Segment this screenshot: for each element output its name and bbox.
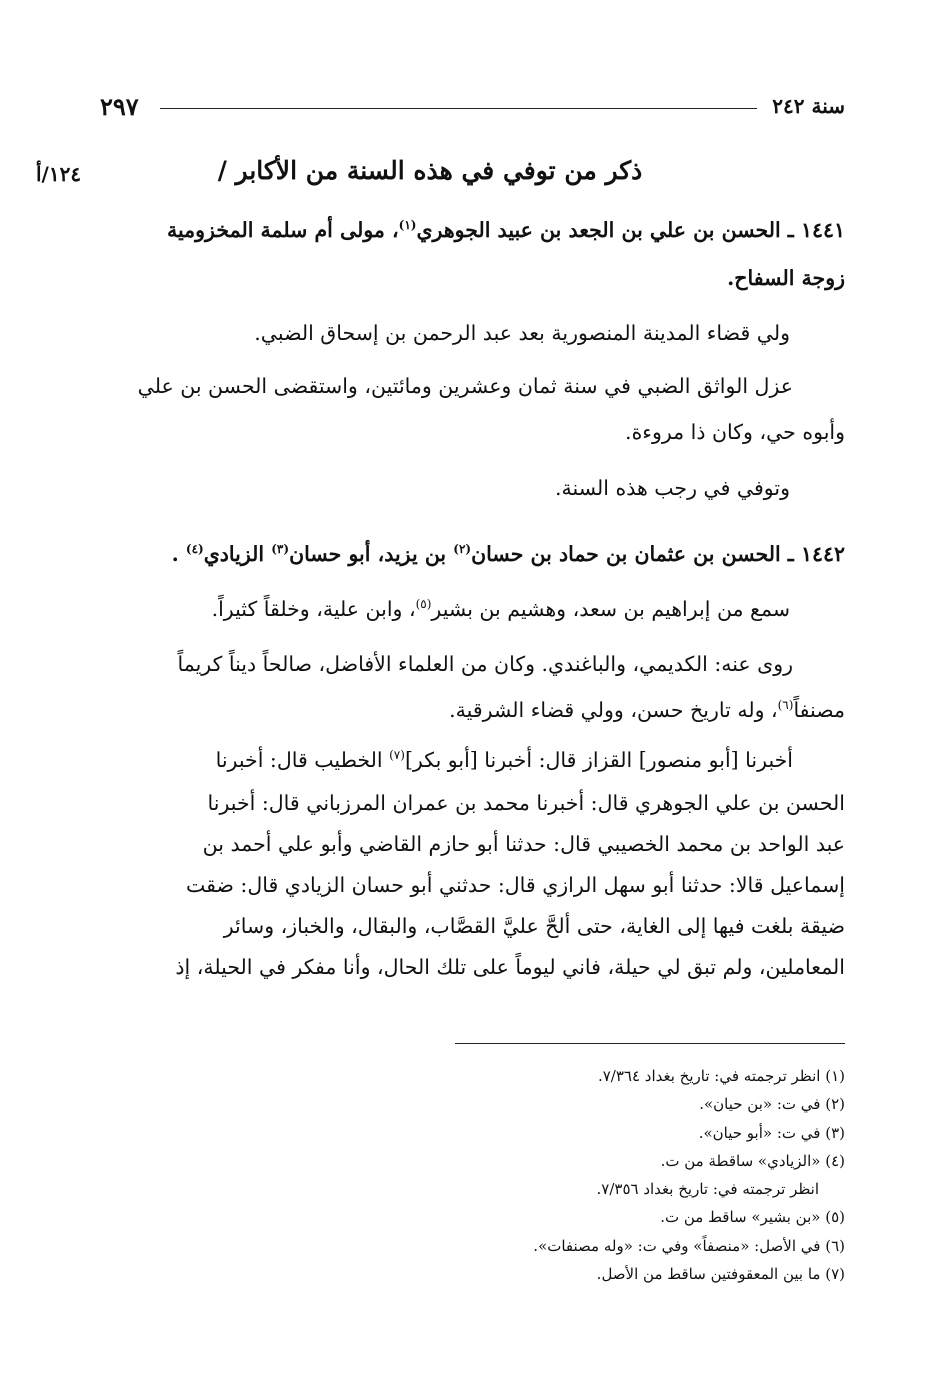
paragraph-line: عزل الواثق الضبي في سنة ثمان وعشرين ومائتين، واستقضى الحسن بن علي (137, 374, 793, 398)
footnote-divider (455, 1043, 845, 1044)
entry-1442-paragraph-2-cont (100, 686, 845, 734)
entry-1441-paragraph-3 (100, 464, 790, 512)
header-rule (160, 108, 757, 109)
footnote-ref-6: (٦) (777, 698, 794, 713)
footnote-ref-3: (٣) (271, 542, 290, 557)
paragraph-part: أخبرنا [أبو منصور] القزاز قال: أخبرنا [أبو بكر] (404, 748, 793, 772)
paragraph-line: إسماعيل قالا: حدثنا أبو سهل الرازي قال: حدثني أبو حسان الزيادي قال: ضقت (185, 873, 845, 897)
footnote-4: (٤) «الزيادي» ساقطة من ت. (660, 1151, 845, 1170)
entry-1441-paragraph-2 (100, 362, 793, 410)
footnote-6: (٦) في الأصل: «منصفاً» وفي ت: «وله مصنفات». (533, 1236, 845, 1255)
entry-1442-paragraph-1 (100, 585, 790, 633)
footnote-2: (٢) في ت: «بن حيان». (699, 1095, 845, 1114)
page-number: ٢٩٧ (100, 92, 139, 121)
section-title: ذكر من توفي في هذه السنة من الأكابر / (217, 156, 643, 185)
paragraph-part: سمع من إبراهيم بن سعد، وهشيم بن بشير (431, 597, 790, 621)
entry-1441-heading-line2: زوجة السفاح. (727, 266, 845, 290)
footnote-ref-5: (٥) (415, 597, 432, 612)
narration-line-1 (100, 740, 793, 781)
paragraph-part: مصنفاً (793, 698, 845, 722)
paragraph-line (100, 740, 793, 781)
paragraph-text: وتوفي في رجب هذه السنة. (555, 476, 790, 500)
entry-1441 (100, 206, 845, 302)
footnote-3: (٣) في ت: «أبو حيان». (698, 1123, 845, 1142)
footnote-ref-2: (٢) (453, 542, 472, 557)
entry-1442-paragraph-2 (100, 640, 793, 688)
paragraph-part: ، وله تاريخ حسن، وولي قضاء الشرقية. (449, 698, 778, 722)
running-head: سنة ٢٤٢ (772, 94, 845, 118)
footnotes (200, 1062, 845, 1288)
paragraph-line: المعاملين، ولم تبق لي حيلة، فاني ليوماً على تلك الحال، وأنا مفكر في الحيلة، إذ (175, 955, 845, 979)
paragraph-part: الخطيب قال: أخبرنا (215, 748, 390, 772)
footnote-ref-1: (١) (398, 218, 417, 233)
paragraph-line: ضيقة بلغت فيها إلى الغاية، حتى ألحَّ عليَّ القصَّاب، والبقال، والخباز، وسائر (223, 914, 845, 938)
entry-1442-heading (100, 530, 845, 578)
entry-1441-heading-main: ١٤٤١ ـ الحسن بن علي بن الجعد بن عبيد الجوهري (416, 218, 845, 242)
entry-1442-heading-part: بن يزيد، أبو حسان (289, 542, 454, 566)
entry-1442-heading-part: ١٤٤٢ ـ الحسن بن عثمان بن حماد بن حسان (471, 542, 845, 566)
footnote-1: (١) انظر ترجمته في: تاريخ بغداد ٧/٣٦٤. (597, 1067, 845, 1085)
footnote-7: (٧) ما بين المعقوفتين ساقط من الأصل. (596, 1265, 845, 1284)
paragraph-text (100, 585, 790, 633)
footnote-4-continuation: انظر ترجمته في: تاريخ بغداد ٧/٣٥٦. (596, 1180, 819, 1199)
entry-1441-heading (100, 206, 845, 254)
footnote-5: (٥) «بن بشير» ساقط من ت. (660, 1208, 845, 1227)
entry-1441-paragraph-2-cont (100, 408, 845, 456)
paragraph-line: الحسن بن علي الجوهري قال: أخبرنا محمد بن عمران المرزباني قال: أخبرنا (207, 791, 845, 815)
page-header (100, 92, 845, 122)
paragraph-line (100, 686, 845, 734)
narration-body (100, 783, 845, 988)
entry-1442-heading-part: . (171, 542, 186, 566)
entry-1441-heading-tail: ، مولى أم سلمة المخزومية (167, 218, 399, 242)
paragraph-line: وأبوه حي، وكان ذا مروءة. (625, 420, 845, 444)
paragraph-part: ، وابن علية، وخلقاً كثيراً. (211, 597, 416, 621)
entry-1442-heading-part: الزيادي (203, 542, 272, 566)
paragraph-line: روى عنه: الكديمي، والباغندي. وكان من العلماء الأفاضل، صالحاً ديناً كريماً (177, 652, 793, 676)
paragraph-text: ولي قضاء المدينة المنصورية بعد عبد الرحمن بن إسحاق الضبي. (254, 321, 790, 345)
footnote-ref-4: (٤) (185, 542, 204, 557)
entry-1441-paragraph-1 (100, 309, 790, 357)
footnote-ref-7: (٧) (389, 748, 405, 763)
paragraph-line: عبد الواحد بن محمد الخصيبي قال: حدثنا أبو حازم القاضي وأبو علي أحمد بن (202, 832, 845, 856)
entry-1442-heading-line (100, 530, 845, 578)
folio-marker: ١٢٤/أ (36, 162, 82, 186)
